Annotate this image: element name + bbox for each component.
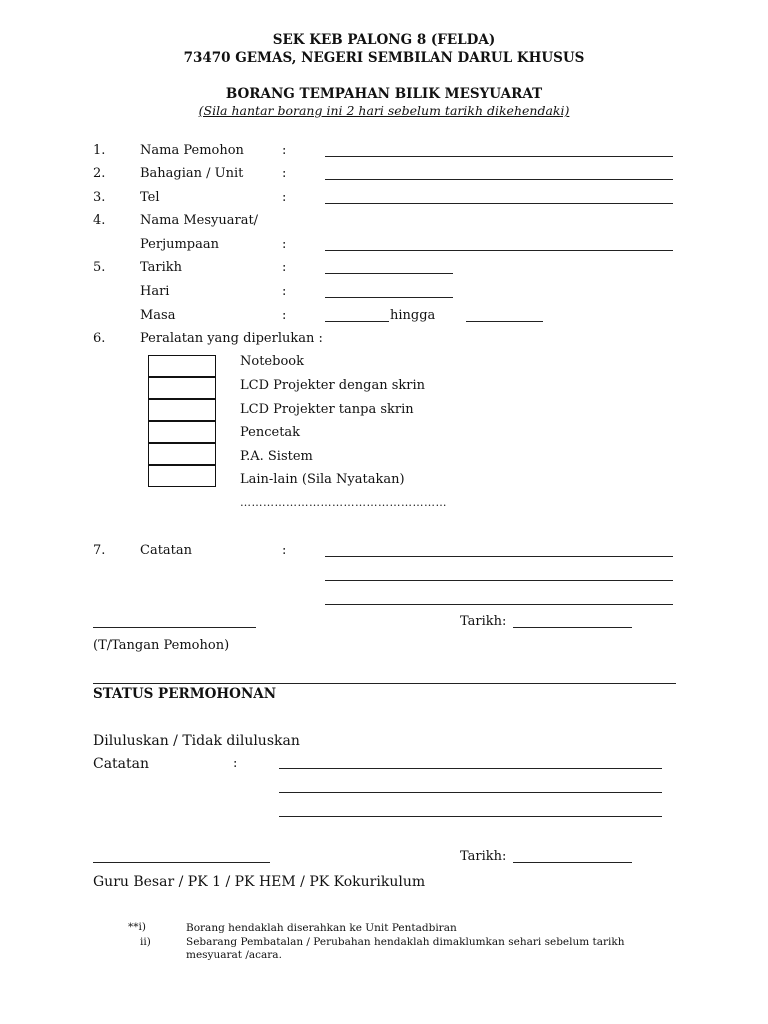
label-catatan: Catatan [140, 543, 193, 558]
label-perjumpaan: Perjumpaan [140, 237, 219, 252]
colon: : [282, 237, 287, 252]
note-text: Sebarang Pembatalan / Perubahan hendaklah dimaklumkan sehari sebelum tarikh [186, 936, 625, 948]
bahagian-field[interactable] [325, 179, 673, 180]
note-text-cont: mesyuarat /acara. [186, 949, 282, 961]
checkbox-pa-sistem[interactable] [148, 443, 216, 465]
item-number: 3. [93, 190, 106, 205]
equipment-item: LCD Projekter tanpa skrin [240, 402, 414, 417]
signature-caption: (T/Tangan Pemohon) [93, 638, 230, 653]
item-number: 2. [93, 166, 106, 181]
checkbox-pencetak[interactable] [148, 421, 216, 443]
nama-mesyuarat-field[interactable] [325, 250, 673, 251]
masa-end-field[interactable] [466, 321, 543, 322]
equipment-heading: Peralatan yang diperlukan : [140, 331, 323, 346]
note-marker: ii) [140, 936, 151, 948]
note-marker: **i) [128, 921, 146, 933]
hari-field[interactable] [325, 297, 453, 298]
item-number: 5. [93, 260, 106, 275]
tarikh-field[interactable] [325, 273, 453, 274]
colon: : [282, 143, 287, 158]
status-catatan-label: Catatan [93, 756, 150, 772]
label-tarikh-pemohon: Tarikh: [460, 614, 507, 629]
label-bahagian: Bahagian / Unit [140, 166, 244, 181]
approver-signature-line[interactable] [93, 862, 270, 863]
masa-start-field[interactable] [325, 321, 389, 322]
tarikh-pemohon-field[interactable] [513, 627, 632, 628]
item-number: 1. [93, 143, 106, 158]
catatan-line-3[interactable] [325, 604, 673, 605]
equipment-item: P.A. Sistem [240, 449, 313, 464]
form-title: BORANG TEMPAHAN BILIK MESYUARAT [225, 86, 543, 102]
colon: : [233, 756, 238, 771]
status-catatan-line-3[interactable] [279, 816, 662, 817]
equipment-item: Notebook [240, 354, 304, 369]
item-number: 6. [93, 331, 106, 346]
school-name: SEK KEB PALONG 8 (FELDA) [272, 32, 496, 48]
note-text: Borang hendaklah diserahkan ke Unit Pentadbiran [186, 922, 457, 934]
checkbox-lcd-tanpa-skrin[interactable] [148, 399, 216, 421]
colon: : [282, 190, 287, 205]
equipment-item: Pencetak [240, 425, 301, 440]
label-masa: Masa [140, 308, 176, 323]
form-subtitle: (Sila hantar borang ini 2 hari sebelum tarikh dikehendaki) [198, 103, 570, 118]
colon: : [282, 284, 287, 299]
equipment-item: LCD Projekter dengan skrin [240, 378, 426, 393]
colon: : [282, 308, 287, 323]
status-heading: STATUS PERMOHONAN [93, 686, 277, 702]
lain-lain-dots[interactable]: ……………………………………………… [240, 496, 447, 509]
status-catatan-line-1[interactable] [279, 768, 662, 769]
applicant-signature-line[interactable] [93, 627, 256, 628]
label-hari: Hari [140, 284, 170, 299]
colon: : [282, 260, 287, 275]
item-number: 4. [93, 213, 106, 228]
checkbox-lain-lain[interactable] [148, 465, 216, 487]
equipment-item: Lain-lain (Sila Nyatakan) [240, 472, 405, 487]
status-catatan-line-2[interactable] [279, 792, 662, 793]
section-divider [93, 683, 676, 684]
label-tarikh-kelulusan: Tarikh: [460, 849, 507, 864]
item-number: 7. [93, 543, 106, 558]
nama-pemohon-field[interactable] [325, 156, 673, 157]
status-decision: Diluluskan / Tidak diluluskan [93, 733, 300, 749]
catatan-line-2[interactable] [325, 580, 673, 581]
approver-caption: Guru Besar / PK 1 / PK HEM / PK Kokurikulum [93, 874, 426, 890]
checkbox-notebook[interactable] [148, 355, 216, 377]
school-address: 73470 GEMAS, NEGERI SEMBILAN DARUL KHUSUS [183, 50, 585, 66]
catatan-line-1[interactable] [325, 556, 673, 557]
colon: : [282, 166, 287, 181]
tel-field[interactable] [325, 203, 673, 204]
label-hingga: hingga [390, 308, 436, 323]
label-tel: Tel [140, 190, 160, 205]
checkbox-lcd-dengan-skrin[interactable] [148, 377, 216, 399]
label-tarikh: Tarikh [140, 260, 183, 275]
label-nama-pemohon: Nama Pemohon [140, 143, 244, 158]
colon: : [282, 543, 287, 558]
label-nama-mesyuarat: Nama Mesyuarat/ [140, 213, 259, 228]
tarikh-kelulusan-field[interactable] [513, 862, 632, 863]
